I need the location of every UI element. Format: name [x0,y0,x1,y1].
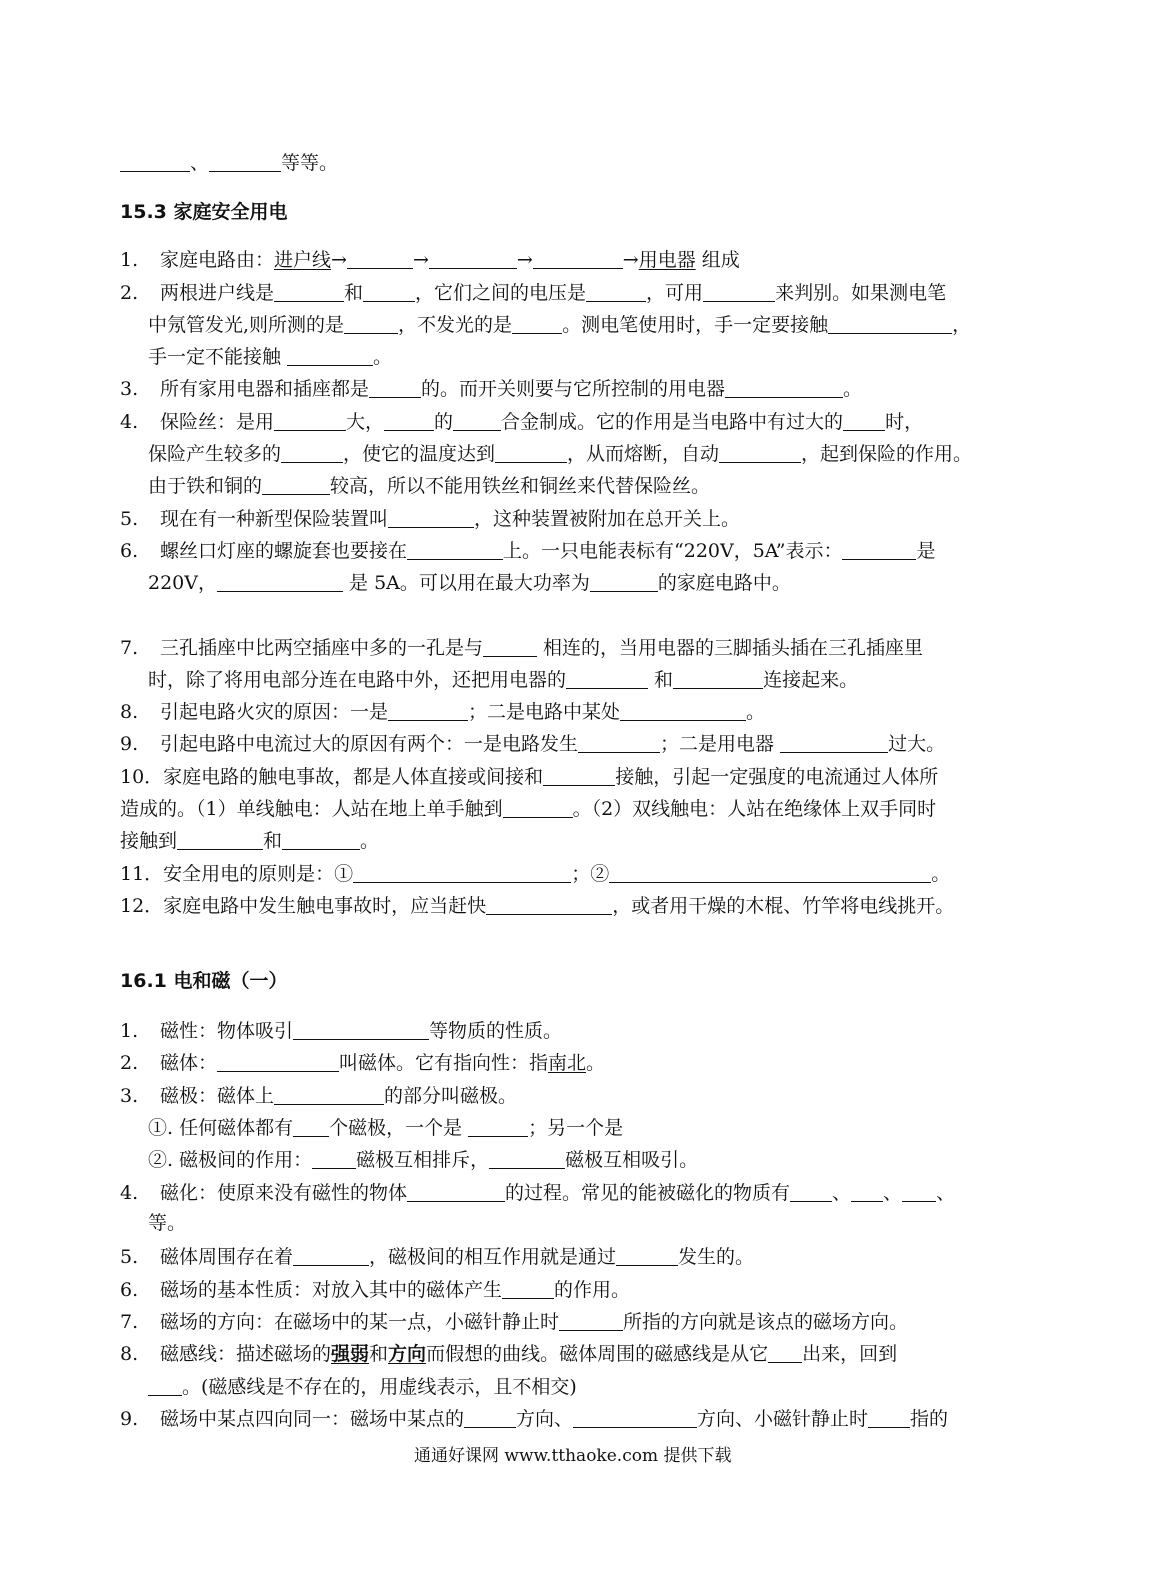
line-text: ；② [571,863,610,885]
line-text: 和 [648,669,674,691]
item-number: 2. [120,1052,139,1074]
line-text: 较高，所以不能用铁丝和铜丝来代替保险丝。 [330,475,711,497]
answer-blank[interactable] [282,830,360,850]
line-text: 是 5A。可以用在最大功率为 [343,572,590,594]
item-number: 4. [120,411,139,433]
item-number: 9. [120,733,139,755]
line-text: 。 [373,346,393,368]
line-text: 10．家庭电路的触电事故，都是人体直接或间接和 [120,766,544,788]
answer-blank[interactable] [363,282,415,302]
line-text: 合金制成。它的作用是当电路中有过大的 [501,411,844,433]
answer-blank[interactable] [464,1408,516,1428]
question-line [148,314,971,335]
question-line [120,411,923,432]
line-text: 三孔插座中比两空插座中多的一孔是与 [160,637,484,659]
question-line [148,669,858,690]
line-text: 发生的。 [678,1246,755,1268]
answer-blank[interactable] [353,863,571,883]
answer-blank[interactable] [616,1246,678,1266]
line-text: → [331,249,347,271]
line-text: 引起电路火灾的原因：一是 [160,701,389,723]
answer-blank[interactable] [559,1311,623,1331]
answer-blank[interactable] [209,152,281,172]
item-number: 7. [120,1311,139,1333]
answer-blank[interactable] [347,249,413,269]
answer-blank[interactable] [274,1085,384,1105]
line-text: 、 [936,1182,956,1204]
question-line [148,572,791,593]
line-text: 、 [832,1182,852,1204]
answer-blank[interactable] [703,282,775,302]
line-text: ，可用 [646,282,704,304]
line-text: 220V， [148,572,217,594]
line-text: 是 [916,540,936,562]
answer-blank[interactable] [177,830,263,850]
line-text: 过大。 [888,733,946,755]
line-text: 保险丝：是用 [160,411,275,433]
answer-blank[interactable] [609,863,931,883]
question-line [148,1214,186,1233]
question-line [120,378,862,399]
underlined-text: 方向 [388,1343,427,1365]
item-number: 8. [120,701,139,723]
answer-blank[interactable] [407,1182,505,1202]
answer-blank[interactable] [673,669,763,689]
underlined-text: 强弱 [331,1343,370,1365]
line-text: 由于铁和铜的 [148,475,263,497]
line-text: 磁场的基本性质：对放入其中的磁体产生 [160,1279,503,1301]
line-text: ，起到保险的作用。 [801,443,973,465]
line-text: 接触，引起一定强度的电流通过人体所 [615,766,939,788]
answer-blank[interactable] [620,701,746,721]
line-text: 所指的方向就是该点的磁场方向。 [623,1311,909,1333]
line-text: 和 [369,1343,389,1365]
item-number: 6. [120,1279,139,1301]
answer-blank[interactable] [483,637,537,657]
line-text: 保险产生较多的 [148,443,282,465]
answer-blank[interactable] [274,282,344,302]
line-text: 出来，回到 [802,1343,898,1365]
answer-blank[interactable] [388,701,468,721]
line-text: 磁感线：描述磁场的 [160,1343,332,1365]
answer-blank[interactable] [281,443,343,463]
line-text: 和 [344,282,364,304]
answer-blank[interactable] [344,314,398,334]
question-line [120,540,935,561]
question-line [148,443,972,464]
answer-blank[interactable] [512,314,562,334]
answer-blank[interactable] [851,1182,883,1202]
answer-blank[interactable] [725,378,843,398]
line-text: 的过程。常见的能被磁化的物质有 [505,1182,791,1204]
line-text: 。测电笔使用时，手一定要接触 [562,314,829,336]
question-line [120,249,740,270]
line-text: 大， [346,411,385,433]
question-line [120,152,338,173]
item-number: 1. [120,249,139,271]
question-line [120,895,954,916]
section-heading [120,972,288,991]
line-text: 螺丝口灯座的螺旋套也要接在 [160,540,408,562]
line-text: 中氖管发光,则所测的是 [148,314,345,336]
answer-blank[interactable] [262,475,330,495]
question-line [148,1149,698,1170]
answer-blank[interactable] [274,411,346,431]
answer-blank[interactable] [293,1246,369,1266]
answer-blank[interactable] [217,1052,339,1072]
line-text: 方向、小磁针静止时 [697,1408,869,1430]
answer-blank[interactable] [489,1149,565,1169]
answer-blank[interactable] [843,411,885,431]
item-number: 8. [120,1343,139,1365]
answer-blank[interactable] [828,314,952,334]
line-text: 来判别。如果测电笔 [775,282,947,304]
line-text: → [516,249,533,271]
line-text: ，或者用干燥的木棍、竹竿将电线挑开。 [612,895,955,917]
line-text: ，使它的温度达到 [343,443,496,465]
line-text: ，这种装置被附加在总开关上。 [474,508,741,530]
line-text: 而假想的曲线。磁体周围的磁感线是从它 [426,1343,769,1365]
line-text: ， [952,314,972,336]
line-text: 手一定不能接触 [148,346,288,368]
line-text: 。(磁感线是不存在的，用虚线表示，且不相交) [182,1376,577,1398]
underlined-text: 进户线 [274,249,332,271]
answer-blank[interactable] [120,152,190,172]
question-line [148,1376,577,1397]
line-text: 磁极互相排斥， [356,1149,490,1171]
answer-blank[interactable] [148,1376,182,1396]
answer-blank[interactable] [586,282,646,302]
line-text: 。 [360,830,380,852]
line-text: 磁场的方向：在磁场中的某一点，小磁针静止时 [160,1311,560,1333]
question-line [120,637,923,658]
line-text: 磁体周围存在着 [160,1246,294,1268]
question-line [148,475,710,496]
answer-blank[interactable] [429,249,517,269]
line-text: 、 [190,152,210,174]
answer-blank[interactable] [468,1117,528,1137]
answer-blank[interactable] [566,669,648,689]
item-number: 5. [120,508,139,530]
line-text: 叫磁体。它有指向性：指 [339,1052,549,1074]
line-text: 时， [885,411,924,433]
answer-blank[interactable] [495,443,567,463]
item-number: 6. [120,540,139,562]
answer-blank[interactable] [868,1408,910,1428]
line-text: 15.3 家庭安全用电 [120,201,288,223]
answer-blank[interactable] [578,733,660,753]
line-text: ，不发光的是 [398,314,513,336]
answer-blank[interactable] [533,249,623,269]
line-text: ①. 任何磁体都有 [148,1117,294,1139]
underlined-text: 南北 [548,1052,587,1074]
question-line [120,1052,605,1073]
answer-blank[interactable] [543,766,615,786]
line-text: 的家庭电路中。 [657,572,791,594]
answer-blank[interactable] [719,443,801,463]
line-text: 上。一只电能表标有“220V，5A”表示： [503,540,843,562]
line-text: 磁极互相吸引。 [565,1149,699,1171]
question-line [120,733,945,754]
question-line [120,1182,955,1203]
item-number: 2. [120,282,139,304]
question-line [120,1343,897,1364]
question-line [120,830,379,851]
line-text: ；二是用电器 [660,733,781,755]
question-line [120,1311,908,1332]
item-number: 3. [120,378,139,400]
line-text: 磁场中某点四向同一：磁场中某点的 [160,1408,465,1430]
line-text: → [622,249,639,271]
question-line [148,346,392,367]
question-line [120,1246,754,1267]
question-line [120,508,740,529]
line-text: 。 [843,378,863,400]
answer-blank[interactable] [407,540,503,560]
line-text: 和 [263,830,283,852]
answer-blank[interactable] [902,1182,936,1202]
answer-blank[interactable] [217,572,343,592]
line-text: 造成的。（1）单线触电：人站在地上单手触到 [120,798,503,820]
answer-blank[interactable] [287,346,373,366]
line-text: 磁体： [160,1052,218,1074]
answer-blank[interactable] [388,508,474,528]
line-text: ，从而熔断，自动 [567,443,720,465]
question-line [120,863,950,884]
answer-blank[interactable] [590,572,658,592]
answer-blank[interactable] [780,733,888,753]
question-line [120,701,765,722]
line-text: ，它们之间的电压是 [415,282,587,304]
line-text: 组成 [695,249,740,271]
line-text: 现在有一种新型保险装置叫 [160,508,389,530]
line-text: ，磁极间的相互作用就是通过 [369,1246,617,1268]
line-text: 家庭电路由： [160,249,275,271]
answer-blank[interactable] [502,1279,554,1299]
question-line [120,1085,517,1106]
answer-blank[interactable] [768,1343,802,1363]
answer-blank[interactable] [503,798,573,818]
line-text: 的部分叫磁极。 [384,1085,518,1107]
line-text: 磁性：物体吸引 [160,1020,294,1042]
answer-blank[interactable] [369,378,421,398]
line-text: ②. 磁极间的作用： [148,1149,313,1171]
answer-blank[interactable] [384,411,434,431]
line-text: 。（2）双线触电：人站在绝缘体上双手同时 [572,798,937,820]
question-line [120,1020,562,1041]
line-text: 个磁极，一个是 [329,1117,469,1139]
item-number: 5. [120,1246,139,1268]
question-line [120,798,936,819]
line-text: 。 [586,1052,606,1074]
item-number: 7. [120,637,139,659]
line-text: 。 [746,701,766,723]
question-line [120,1408,948,1429]
line-text: 磁化：使原来没有磁性的物体 [160,1182,408,1204]
line-text: 11．安全用电的原则是：① [120,863,354,885]
question-line [148,1117,623,1138]
answer-blank[interactable] [486,895,612,915]
line-text: 连接起来。 [763,669,859,691]
line-text: → [412,249,429,271]
answer-blank[interactable] [453,411,501,431]
answer-blank[interactable] [312,1149,356,1169]
question-line [120,282,946,303]
line-text: ；二是电路中某处 [468,701,621,723]
answer-blank[interactable] [573,1408,697,1428]
line-text: 等。 [148,1212,187,1234]
line-text: 等等。 [281,152,339,174]
line-text: 的。而开关则要与它所控制的用电器 [421,378,726,400]
question-line [120,1279,630,1300]
line-text: 12．家庭电路中发生触电事故时，应当赶快 [120,895,487,917]
underlined-text: 用电器 [638,249,696,271]
line-text: 16.1 电和磁（一） [120,970,288,992]
line-text: 接触到 [120,830,178,852]
line-text: 方向、 [516,1408,574,1430]
item-number: 3. [120,1085,139,1107]
line-text: 相连的，当用电器的三脚插头插在三孔插座里 [537,637,924,659]
line-text: 所有家用电器和插座都是 [160,378,370,400]
line-text: 引起电路中电流过大的原因有两个：一是电路发生 [160,733,579,755]
item-number: 1. [120,1020,139,1042]
line-text: 指的 [910,1408,949,1430]
answer-blank[interactable] [293,1020,429,1040]
line-text: 等物质的性质。 [429,1020,563,1042]
question-line [120,766,938,787]
answer-blank[interactable] [790,1182,832,1202]
line-text: 磁极：磁体上 [160,1085,275,1107]
page-footer: 通通好课网 www.tthaoke.com 提供下载 [414,1446,732,1466]
answer-blank[interactable] [842,540,916,560]
section-heading [120,203,288,222]
line-text: 。 [931,863,951,885]
answer-blank[interactable] [293,1117,329,1137]
line-text: ；另一个是 [528,1117,624,1139]
item-number: 9. [120,1408,139,1430]
line-text: 的作用。 [554,1279,631,1301]
item-number: 4. [120,1182,139,1204]
line-text: 两根进户线是 [160,282,275,304]
line-text: 、 [883,1182,903,1204]
line-text: 时，除了将用电部分连在电路中外，还把用电器的 [148,669,567,691]
line-text: 的 [434,411,454,433]
